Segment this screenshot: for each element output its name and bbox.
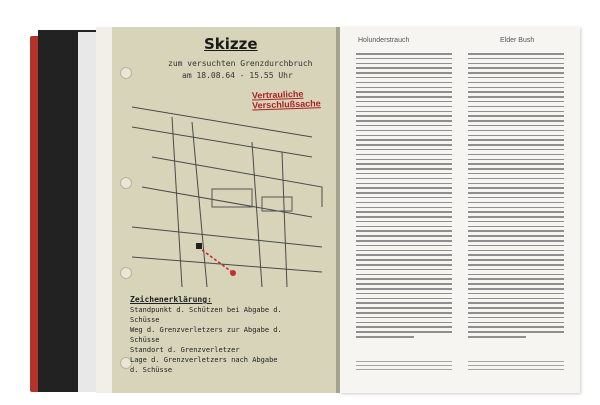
escape-route bbox=[198, 247, 232, 272]
map-boundary bbox=[132, 227, 322, 247]
footnotes-right bbox=[468, 361, 564, 373]
sketch-legend bbox=[130, 295, 290, 375]
map-boundary bbox=[252, 142, 262, 287]
footnotes-left bbox=[356, 361, 452, 373]
legend-item: Lage d. Grenzverletzers nach Abgabe d. Schüsse bbox=[130, 356, 278, 374]
sketch-document bbox=[112, 27, 340, 393]
sketch-date: am 18.08.64 - 15.55 Uhr bbox=[182, 71, 293, 80]
sketch-title: Skizze bbox=[204, 35, 258, 53]
map-road bbox=[132, 107, 312, 137]
map-boundary bbox=[282, 152, 287, 287]
german-text-column bbox=[356, 53, 452, 353]
english-text-column bbox=[468, 53, 564, 353]
map-road bbox=[142, 187, 312, 217]
sketch-map bbox=[112, 97, 340, 292]
map-boundary bbox=[132, 257, 322, 272]
map-road bbox=[152, 157, 322, 207]
column-heading-left: Holunderstrauch bbox=[358, 37, 410, 44]
right-page bbox=[340, 27, 580, 393]
legend-title: Zeichenerklärung: bbox=[130, 295, 212, 304]
left-page bbox=[96, 27, 344, 393]
shooter-marker bbox=[196, 243, 202, 249]
map-building bbox=[212, 189, 252, 207]
punch-hole bbox=[120, 67, 132, 79]
sketch-subtitle: zum versuchten Grenzdurchbruch bbox=[168, 59, 313, 68]
border-crosser-marker bbox=[230, 270, 236, 276]
legend-item: Weg d. Grenzverletzers zur Abgabe d. Schüsse bbox=[130, 326, 282, 344]
legend-item: Standpunkt d. Schützen bei Abgabe d. Schüsse bbox=[130, 306, 282, 324]
open-book bbox=[30, 24, 590, 396]
map-road bbox=[132, 127, 312, 157]
map-river bbox=[172, 117, 182, 287]
confidential-stamp: Vertrauliche Verschlußsache bbox=[251, 88, 321, 111]
column-heading-right: Elder Bush bbox=[500, 37, 535, 44]
legend-item: Standort d. Grenzverletzer bbox=[130, 346, 240, 354]
